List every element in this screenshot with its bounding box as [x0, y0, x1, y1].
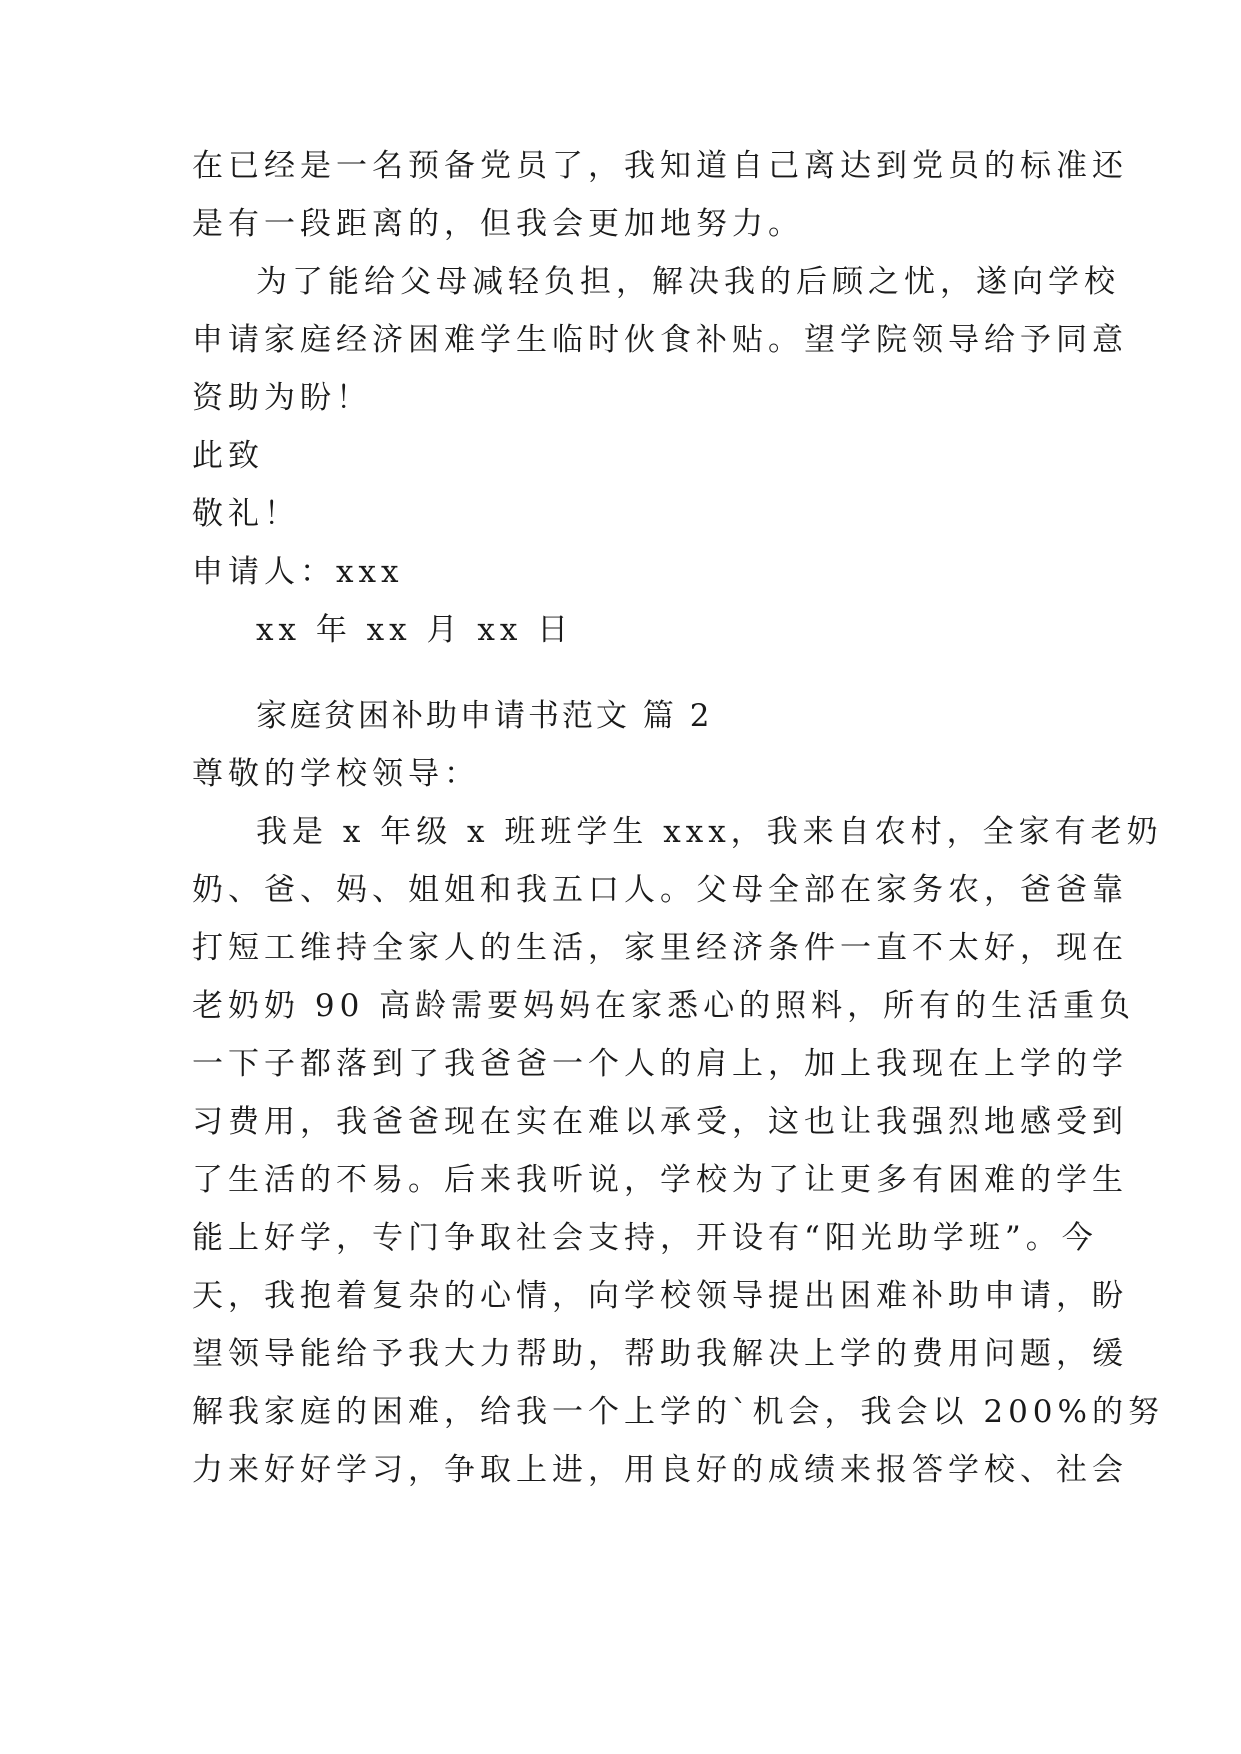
body-line: 在已经是一名预备党员了，我知道自己离达到党员的标准还: [192, 148, 1128, 184]
section-title: 家庭贫困补助申请书范文 篇 2: [256, 698, 713, 734]
body-line: 申请家庭经济困难学生临时伙食补贴。望学院领导给予同意: [192, 322, 1128, 358]
closing-line: 此致: [192, 438, 264, 474]
body-line: 资助为盼！: [192, 380, 372, 416]
section-two: [192, 687, 1164, 1499]
body-line: 为了能给父母减轻负担，解决我的后顾之忧，遂向学校: [256, 264, 1120, 300]
body-line: 一下子都落到了我爸爸一个人的肩上，加上我现在上学的学: [192, 1046, 1128, 1082]
body-line: 望领导能给予我大力帮助，帮助我解决上学的费用问题，缓: [192, 1336, 1128, 1372]
body-line: 奶、爸、妈、姐姐和我五口人。父母全部在家务农，爸爸靠: [192, 872, 1128, 908]
body-line: 天，我抱着复杂的心情，向学校领导提出困难补助申请，盼: [192, 1278, 1128, 1314]
salutation: 尊敬的学校领导：: [192, 756, 480, 792]
closing-greeting: 敬礼！: [192, 496, 300, 532]
body-line: 习费用，我爸爸现在实在难以承受，这也让我强烈地感受到: [192, 1104, 1128, 1140]
date-line: xx 年 xx 月 xx 日: [256, 612, 574, 648]
section-one: [192, 137, 1128, 659]
body-line: 了生活的不易。后来我听说，学校为了让更多有困难的学生: [192, 1162, 1128, 1198]
applicant-line: 申请人：xxx: [192, 554, 404, 590]
body-line: 我是 x 年级 x 班班学生 xxx，我来自农村，全家有老奶: [256, 814, 1163, 850]
body-line: 打短工维持全家人的生活，家里经济条件一直不太好，现在: [192, 930, 1128, 966]
body-line: 是有一段距离的，但我会更加地努力。: [192, 206, 804, 242]
body-line: 能上好学，专门争取社会支持，开设有“阳光助学班”。今: [192, 1220, 1098, 1256]
body-line: 解我家庭的困难，给我一个上学的`机会，我会以 200%的努: [192, 1394, 1164, 1430]
body-line: 力来好好学习，争取上进，用良好的成绩来报答学校、社会: [192, 1452, 1128, 1488]
body-line: 老奶奶 90 高龄需要妈妈在家悉心的照料，所有的生活重负: [192, 988, 1136, 1024]
